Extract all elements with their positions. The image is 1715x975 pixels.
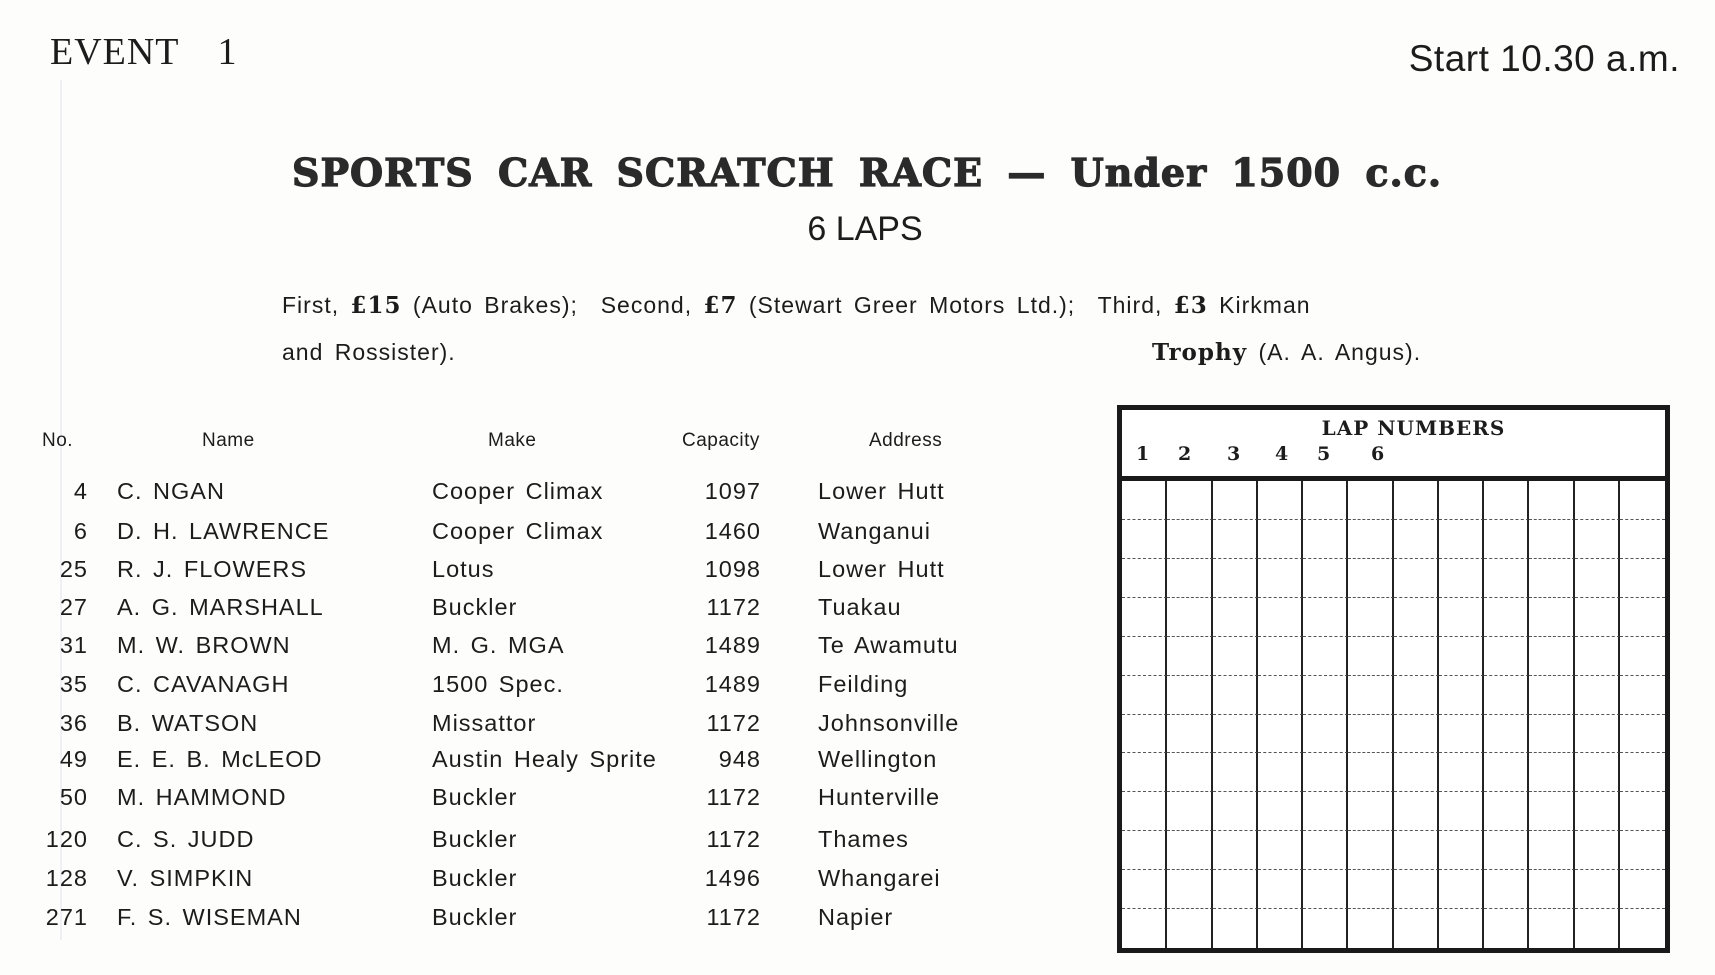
entrant-name: R. J. FLOWERS xyxy=(117,556,308,582)
table-row xyxy=(0,865,1050,901)
prizes-line-2: and Rossister). xyxy=(282,339,456,365)
lap-grid-cell xyxy=(1575,870,1620,909)
entrant-number: 50 xyxy=(59,784,88,810)
lap-grid-cell xyxy=(1529,715,1574,754)
lap-label: 4 xyxy=(1275,443,1289,465)
col-header-capacity: Capacity xyxy=(682,430,760,451)
lap-grid-cell xyxy=(1122,831,1167,870)
first-prize-label: First, xyxy=(282,292,340,318)
first-prize-sponsor: (Auto Brakes); xyxy=(412,292,578,318)
lap-grid-cell xyxy=(1167,715,1212,754)
second-prize-label: Second, xyxy=(600,292,693,318)
event-number: 1 xyxy=(217,31,238,73)
table-row xyxy=(0,784,1050,820)
lap-grid-cell xyxy=(1122,598,1167,637)
table-row xyxy=(0,594,1050,630)
entrant-name: F. S. WISEMAN xyxy=(117,904,302,930)
entrant-address: Napier xyxy=(818,904,894,930)
lap-grid-cell xyxy=(1213,559,1258,598)
entrant-number: 120 xyxy=(45,826,88,852)
entrant-number: 49 xyxy=(59,746,88,772)
lap-grid-cell xyxy=(1394,598,1439,637)
car-make: Missattor xyxy=(432,710,537,736)
lap-grid-cell xyxy=(1439,715,1484,754)
lap-grid-cell xyxy=(1213,481,1258,520)
engine-capacity: 1460 xyxy=(704,518,761,544)
lap-grid-cell xyxy=(1620,753,1665,792)
car-make: Buckler xyxy=(432,784,518,810)
lap-grid-cell xyxy=(1348,520,1393,559)
lap-grid-cell xyxy=(1620,792,1665,831)
lap-grid-cell xyxy=(1213,598,1258,637)
lap-grid-cell xyxy=(1394,792,1439,831)
second-prize-amount: £7 xyxy=(703,292,738,319)
lap-grid-cell xyxy=(1213,870,1258,909)
lap-grid-cell xyxy=(1122,715,1167,754)
car-make: Buckler xyxy=(432,904,518,930)
lap-grid-cell xyxy=(1394,753,1439,792)
car-make: 1500 Spec. xyxy=(432,671,564,697)
lap-grid-cell xyxy=(1122,520,1167,559)
lap-grid-cell xyxy=(1439,559,1484,598)
car-make: Austin Healy Sprite xyxy=(432,746,657,772)
entrant-name: C. S. JUDD xyxy=(117,826,255,852)
lap-grid-cell xyxy=(1439,598,1484,637)
lap-grid-cell xyxy=(1258,831,1303,870)
lap-grid-cell xyxy=(1122,792,1167,831)
entrant-number: 128 xyxy=(45,865,88,891)
lap-grid-cell xyxy=(1529,831,1574,870)
lap-grid-cell xyxy=(1167,870,1212,909)
lap-grid-cell xyxy=(1484,909,1529,948)
lap-grid-cell xyxy=(1620,598,1665,637)
lap-grid-cell xyxy=(1575,715,1620,754)
lap-grid-cell xyxy=(1575,831,1620,870)
lap-grid-cell xyxy=(1258,637,1303,676)
car-make: Lotus xyxy=(432,556,495,582)
car-make: Cooper Climax xyxy=(432,518,604,544)
lap-grid-cell xyxy=(1122,637,1167,676)
lap-grid-cell xyxy=(1258,676,1303,715)
lap-grid-cell xyxy=(1348,481,1393,520)
lap-grid-cell xyxy=(1167,676,1212,715)
lap-grid-cell xyxy=(1484,481,1529,520)
lap-grid-cell xyxy=(1303,831,1348,870)
lap-grid-cell xyxy=(1213,715,1258,754)
lap-grid-cell xyxy=(1258,909,1303,948)
lap-label: 5 xyxy=(1317,443,1331,465)
lap-grid-cell xyxy=(1484,715,1529,754)
lap-grid-cell xyxy=(1258,598,1303,637)
lap-grid-cell xyxy=(1303,715,1348,754)
table-row xyxy=(0,518,1050,554)
lap-grid-cell xyxy=(1394,831,1439,870)
lap-grid-cell xyxy=(1484,753,1529,792)
entrant-name: M. W. BROWN xyxy=(117,632,291,658)
lap-grid-cell xyxy=(1620,559,1665,598)
lap-grid-cell xyxy=(1575,520,1620,559)
table-row xyxy=(0,478,1050,514)
entrant-number: 35 xyxy=(59,671,88,697)
lap-grid-cell xyxy=(1213,909,1258,948)
lap-grid-cell xyxy=(1394,481,1439,520)
lap-grid-cell xyxy=(1303,909,1348,948)
table-row xyxy=(0,671,1050,707)
col-header-no: No. xyxy=(42,430,74,451)
engine-capacity: 1172 xyxy=(706,594,761,620)
lap-grid-cell xyxy=(1213,753,1258,792)
lap-grid-cell xyxy=(1258,520,1303,559)
lap-grid-cell xyxy=(1213,792,1258,831)
lap-grid-cell xyxy=(1620,676,1665,715)
entrant-name: V. SIMPKIN xyxy=(117,865,254,891)
lap-grid-cell xyxy=(1529,637,1574,676)
engine-capacity: 948 xyxy=(718,746,761,772)
lap-grid-cell xyxy=(1394,870,1439,909)
lap-grid-cell xyxy=(1167,598,1212,637)
lap-grid-cell xyxy=(1439,870,1484,909)
lap-grid-cell xyxy=(1348,637,1393,676)
table-row xyxy=(0,556,1050,592)
engine-capacity: 1172 xyxy=(706,826,761,852)
lap-grid-cell xyxy=(1394,559,1439,598)
lap-label: 2 xyxy=(1178,443,1192,465)
entrant-name: D. H. LAWRENCE xyxy=(117,518,330,544)
event-label: EVENT xyxy=(50,31,180,73)
entrant-address: Lower Hutt xyxy=(818,478,945,504)
lap-grid-cell xyxy=(1348,715,1393,754)
lap-grid-cell xyxy=(1122,676,1167,715)
trophy-line xyxy=(1152,339,1421,366)
lap-grid-cell xyxy=(1213,520,1258,559)
lap-grid-cell xyxy=(1575,792,1620,831)
lap-grid-cell xyxy=(1575,598,1620,637)
first-prize-amount: £15 xyxy=(350,292,402,319)
entrant-address: Lower Hutt xyxy=(818,556,945,582)
lap-grid-cell xyxy=(1167,481,1212,520)
lap-grid-cell xyxy=(1575,909,1620,948)
entrant-name: C. CAVANAGH xyxy=(117,671,290,697)
car-make: Cooper Climax xyxy=(432,478,604,504)
lap-grid-cell xyxy=(1303,676,1348,715)
entrant-address: Wellington xyxy=(818,746,938,772)
engine-capacity: 1098 xyxy=(704,556,761,582)
lap-grid-cell xyxy=(1394,715,1439,754)
lap-grid-cells xyxy=(1122,481,1665,948)
table-row xyxy=(0,746,1050,782)
lap-grid-cell xyxy=(1484,559,1529,598)
lap-grid-cell xyxy=(1303,753,1348,792)
lap-grid-cell xyxy=(1484,598,1529,637)
lap-grid-cell xyxy=(1348,598,1393,637)
lap-grid-cell xyxy=(1620,481,1665,520)
lap-grid-cell xyxy=(1122,909,1167,948)
entrant-number: 36 xyxy=(59,710,88,736)
lap-grid-cell xyxy=(1303,598,1348,637)
lap-grid-cell xyxy=(1439,792,1484,831)
lap-grid-cell xyxy=(1122,559,1167,598)
lap-grid-cell xyxy=(1529,598,1574,637)
lap-grid-cell xyxy=(1529,559,1574,598)
lap-grid-cell xyxy=(1394,676,1439,715)
engine-capacity: 1489 xyxy=(704,632,761,658)
entrant-number: 31 xyxy=(59,632,88,658)
lap-grid-cell xyxy=(1303,637,1348,676)
engine-capacity: 1097 xyxy=(704,478,761,504)
lap-grid-cell xyxy=(1122,481,1167,520)
car-make: Buckler xyxy=(432,826,518,852)
entrant-number: 271 xyxy=(45,904,88,930)
lap-grid-cell xyxy=(1167,909,1212,948)
lap-grid-cell xyxy=(1439,481,1484,520)
lap-grid-cell xyxy=(1484,520,1529,559)
engine-capacity: 1489 xyxy=(704,671,761,697)
table-row xyxy=(0,904,1050,940)
entrant-address: Hunterville xyxy=(818,784,941,810)
lap-grid-cell xyxy=(1348,559,1393,598)
lap-grid-cell xyxy=(1439,520,1484,559)
entrant-name: B. WATSON xyxy=(117,710,259,736)
lap-grid-cell xyxy=(1575,676,1620,715)
entrant-address: Johnsonville xyxy=(818,710,960,736)
lap-grid-cell xyxy=(1258,715,1303,754)
col-header-address: Address xyxy=(869,430,943,451)
lap-grid-cell xyxy=(1167,753,1212,792)
lap-grid-cell xyxy=(1348,753,1393,792)
lap-grid-cell xyxy=(1348,870,1393,909)
lap-scoring-grid xyxy=(1117,405,1670,953)
lap-grid-cell xyxy=(1303,792,1348,831)
entrant-address: Wanganui xyxy=(818,518,931,544)
lap-grid-cell xyxy=(1303,520,1348,559)
lap-grid-cell xyxy=(1213,831,1258,870)
lap-grid-title: LAP NUMBERS xyxy=(1321,416,1506,440)
lap-grid-cell xyxy=(1394,637,1439,676)
lap-grid-cell xyxy=(1167,637,1212,676)
lap-grid-cell xyxy=(1529,481,1574,520)
trophy-label: Trophy xyxy=(1152,339,1248,366)
lap-grid-cell xyxy=(1122,870,1167,909)
lap-grid-cell xyxy=(1439,909,1484,948)
entrant-name: A. G. MARSHALL xyxy=(117,594,324,620)
car-make: Buckler xyxy=(432,865,518,891)
lap-grid-cell xyxy=(1484,637,1529,676)
lap-grid-cell xyxy=(1122,753,1167,792)
entrant-name: C. NGAN xyxy=(117,478,225,504)
lap-grid-cell xyxy=(1620,520,1665,559)
lap-grid-cell xyxy=(1484,676,1529,715)
event-number-heading xyxy=(50,30,238,74)
engine-capacity: 1172 xyxy=(706,784,761,810)
col-header-make: Make xyxy=(488,430,537,451)
lap-grid-cell xyxy=(1575,753,1620,792)
lap-grid-cell xyxy=(1439,676,1484,715)
engine-capacity: 1172 xyxy=(706,904,761,930)
second-prize-sponsor: (Stewart Greer Motors Ltd.); xyxy=(748,292,1076,318)
lap-grid-cell xyxy=(1167,559,1212,598)
car-make: M. G. MGA xyxy=(432,632,565,658)
engine-capacity: 1172 xyxy=(706,710,761,736)
col-header-name: Name xyxy=(202,430,255,451)
race-laps: 6 LAPS xyxy=(807,210,923,248)
third-prize-amount: £3 xyxy=(1173,292,1208,319)
lap-label: 3 xyxy=(1227,443,1241,465)
entrant-number: 4 xyxy=(73,478,88,504)
third-prize-label: Third, xyxy=(1097,292,1163,318)
race-title: SPORTS CAR SCRATCH RACE — Under 1500 c.c. xyxy=(292,150,1443,195)
lap-grid-cell xyxy=(1258,481,1303,520)
lap-grid-cell xyxy=(1258,559,1303,598)
start-time: Start 10.30 a.m. xyxy=(1408,38,1680,79)
lap-label: 6 xyxy=(1371,443,1385,465)
lap-grid-cell xyxy=(1620,831,1665,870)
lap-grid-cell xyxy=(1348,909,1393,948)
lap-grid-cell xyxy=(1394,909,1439,948)
lap-grid-cell xyxy=(1303,559,1348,598)
lap-grid-cell xyxy=(1394,520,1439,559)
lap-grid-cell xyxy=(1348,792,1393,831)
lap-grid-cell xyxy=(1575,637,1620,676)
third-prize-sponsor: Kirkman xyxy=(1219,292,1311,318)
lap-grid-cell xyxy=(1484,870,1529,909)
entrant-name: E. E. B. McLEOD xyxy=(117,746,323,772)
table-row xyxy=(0,826,1050,862)
lap-grid-cell xyxy=(1303,481,1348,520)
lap-grid-cell xyxy=(1575,481,1620,520)
lap-grid-cell xyxy=(1213,637,1258,676)
lap-grid-cell xyxy=(1258,792,1303,831)
table-row xyxy=(0,710,1050,746)
lap-grid-cell xyxy=(1303,870,1348,909)
lap-grid-cell xyxy=(1529,909,1574,948)
lap-grid-cell xyxy=(1439,753,1484,792)
lap-grid-cell xyxy=(1167,792,1212,831)
lap-grid-cell xyxy=(1620,715,1665,754)
prizes-line-1 xyxy=(282,292,1311,319)
lap-grid-cell xyxy=(1439,831,1484,870)
trophy-sponsor: (A. A. Angus). xyxy=(1258,339,1422,365)
entrant-number: 27 xyxy=(59,594,88,620)
lap-grid-cell xyxy=(1529,676,1574,715)
entrant-address: Te Awamutu xyxy=(818,632,959,658)
lap-label: 1 xyxy=(1136,443,1150,465)
entrant-address: Feilding xyxy=(818,671,909,697)
lap-grid-cell xyxy=(1167,831,1212,870)
car-make: Buckler xyxy=(432,594,518,620)
entrant-number: 6 xyxy=(73,518,88,544)
lap-grid-cell xyxy=(1575,559,1620,598)
lap-grid-cell xyxy=(1529,792,1574,831)
lap-grid-cell xyxy=(1620,870,1665,909)
lap-grid-cell xyxy=(1213,676,1258,715)
lap-grid-header xyxy=(1122,410,1665,481)
entrant-number: 25 xyxy=(59,556,88,582)
lap-grid-cell xyxy=(1484,792,1529,831)
lap-grid-cell xyxy=(1529,753,1574,792)
lap-grid-cell xyxy=(1484,831,1529,870)
lap-grid-cell xyxy=(1620,909,1665,948)
lap-grid-cell xyxy=(1620,637,1665,676)
entrant-address: Whangarei xyxy=(818,865,941,891)
entrant-address: Thames xyxy=(818,826,909,852)
lap-grid-cell xyxy=(1167,520,1212,559)
lap-grid-cell xyxy=(1529,520,1574,559)
lap-grid-cell xyxy=(1348,831,1393,870)
table-row xyxy=(0,632,1050,668)
lap-grid-cell xyxy=(1258,870,1303,909)
entrant-address: Tuakau xyxy=(818,594,902,620)
lap-grid-cell xyxy=(1348,676,1393,715)
engine-capacity: 1496 xyxy=(704,865,761,891)
lap-grid-cell xyxy=(1529,870,1574,909)
lap-grid-cell xyxy=(1439,637,1484,676)
entrant-name: M. HAMMOND xyxy=(117,784,287,810)
lap-grid-cell xyxy=(1258,753,1303,792)
